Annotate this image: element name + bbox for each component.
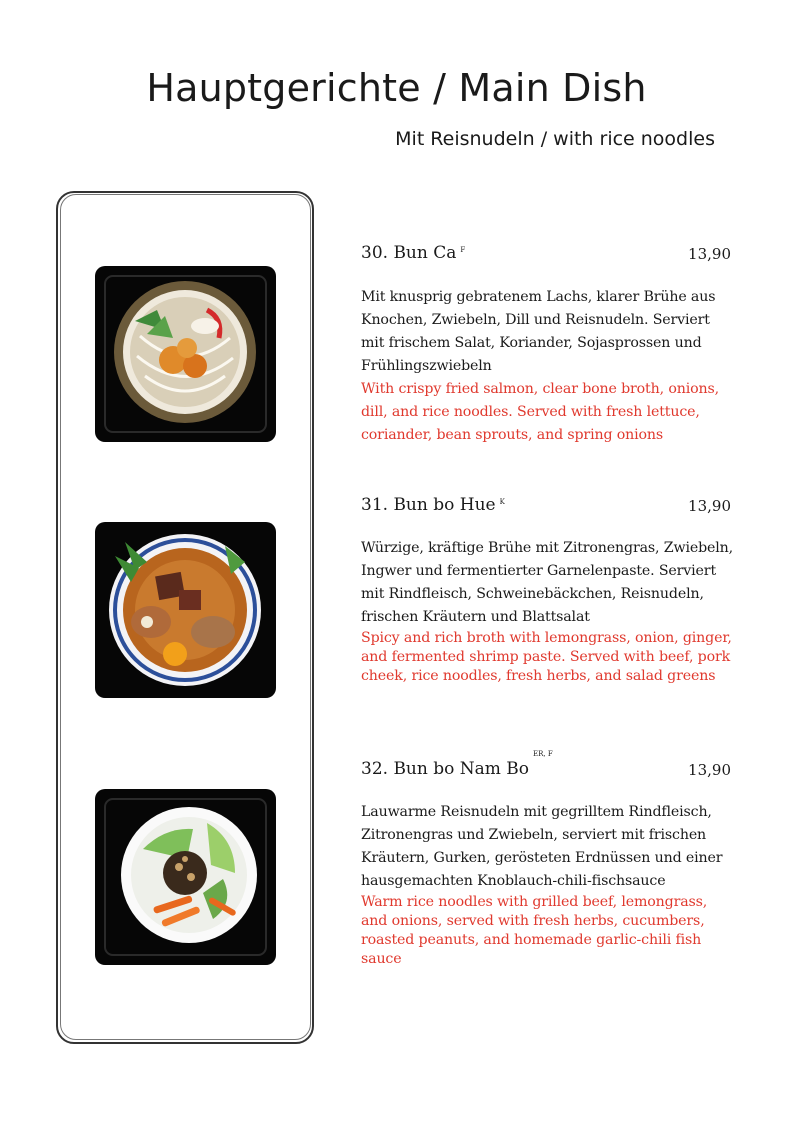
description-english: With crispy fried salmon, clear bone broth, onions, dill, and rice noodles. Served with fresh lettuce, coriander, bean sprouts, and spring onions [361,381,719,443]
bun-bo-hue-bowl-illustration [95,522,276,698]
dish-price: 13,90 [688,761,731,779]
dish-name: 31. Bun bo Hue [361,495,496,515]
dish-price: 13,90 [688,245,731,263]
dish-photo-bun-ca [95,266,276,442]
dish-entry-32 [361,749,733,969]
dish-photo-bun-bo-hue [95,522,276,698]
description-english: Warm rice noodles with grilled beef, lemongrass, and onions, served with fresh herbs, cucumbers, roasted peanuts, and homemade garlic-chili fish sauce [361,894,708,967]
page-title: Hauptgerichte / Main Dish [146,66,647,110]
bun-bo-nam-bo-bowl-illustration [95,789,276,965]
dish-entry-31 [361,495,733,686]
bun-ca-bowl-illustration [95,266,276,442]
allergen-tag: K [499,497,505,506]
dish-photo-bun-bo-nam-bo [95,789,276,965]
allergen-tag: ER, F [533,749,553,758]
description-german: Würzige, kräftige Brühe mit Zitronengras, Zwiebeln, Ingwer und fermentierter Garnelenpaste. Serviert mit Rindfleisch, Schweinebäckchen, Reisnudeln, frischen Kräutern und Blattsalat [361,540,734,625]
allergen-tag: F [460,245,466,254]
description-english: Spicy and rich broth with lemongrass, onion, ginger, and fermented shrimp paste. Served with beef, pork cheek, rice noodles, fresh herbs, and salad greens [361,630,732,684]
dish-price: 13,90 [688,497,731,515]
dish-name: 30. Bun Ca [361,243,457,263]
page-subtitle: Mit Reisnudeln / with rice noodles [395,128,715,150]
dish-name: 32. Bun bo Nam Bo [361,759,530,779]
description-german: Lauwarme Reisnudeln mit gegrilltem Rindfleisch, Zitronengras und Zwiebeln, serviert mit frischen Kräutern, Gurken, gerösteten Erdnüssen und einer hausgemachten Knoblauch-chili-fischsauce [361,804,723,889]
description-german: Mit knusprig gebratenem Lachs, klarer Brühe aus Knochen, Zwiebeln, Dill und Reisnudeln. Serviert mit frischem Salat, Koriander, Sojasprossen und Frühlingszwiebeln [361,289,716,374]
dish-entry-30 [361,243,733,447]
